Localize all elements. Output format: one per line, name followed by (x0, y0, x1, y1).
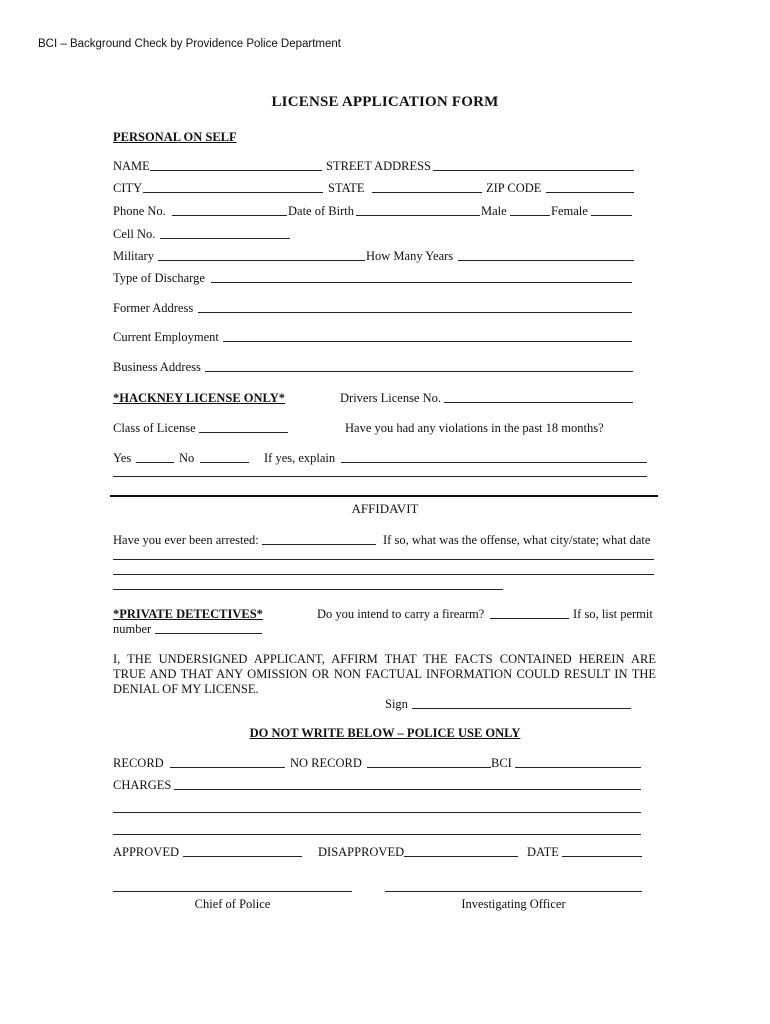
former-address-label: Former Address (113, 301, 194, 315)
approved-field[interactable] (183, 856, 302, 857)
record-field[interactable] (170, 767, 285, 768)
yes-label: Yes (113, 451, 132, 465)
date-field[interactable] (562, 856, 642, 857)
officer-signature-field[interactable] (385, 891, 642, 892)
record-label: RECORD (113, 756, 164, 770)
bci-field[interactable] (515, 767, 641, 768)
affirmation-line-2: TRUE AND THAT ANY OMISSION OR NON FACTUAL INFORMATION COULD RESULT IN THE (113, 667, 656, 681)
firearm-field[interactable] (490, 618, 569, 619)
military-field[interactable] (158, 260, 365, 261)
male-label: Male (481, 204, 507, 218)
how-many-years-field[interactable] (458, 260, 634, 261)
dob-field[interactable] (356, 215, 480, 216)
police-use-title: DO NOT WRITE BELOW – POLICE USE ONLY (249, 726, 521, 740)
phone-label: Phone No. (113, 204, 166, 218)
violations-question: Have you had any violations in the past 18 months? (345, 421, 604, 435)
arrested-question: Have you ever been arrested: (113, 533, 259, 547)
type-of-discharge-field[interactable] (211, 282, 632, 283)
former-address-field[interactable] (198, 312, 632, 313)
business-address-label: Business Address (113, 360, 201, 374)
disapproved-label: DISAPPROVED (318, 845, 405, 859)
affirmation-line-1: I, THE UNDERSIGNED APPLICANT, AFFIRM THAT THE FACTS CONTAINED HEREIN ARE (113, 652, 656, 666)
dob-label: Date of Birth (288, 204, 354, 218)
offense-prompt: If so, what was the offense, what city/state; what date (383, 533, 651, 547)
current-employment-field[interactable] (223, 341, 632, 342)
offense-field-line-3[interactable] (113, 589, 503, 590)
explain-field-line-2[interactable] (113, 476, 647, 477)
zip-code-field[interactable] (546, 192, 634, 193)
female-label: Female (551, 204, 588, 218)
if-yes-explain-label: If yes, explain (264, 451, 336, 465)
signature-field[interactable] (412, 708, 631, 709)
street-address-field[interactable] (433, 170, 634, 171)
page-header: BCI – Background Check by Providence Police Department (38, 38, 341, 50)
drivers-license-field[interactable] (444, 402, 633, 403)
explain-field[interactable] (341, 462, 647, 463)
no-record-label: NO RECORD (290, 756, 362, 770)
bci-label: BCI (491, 756, 512, 770)
charges-field-line-3[interactable] (113, 834, 641, 835)
class-of-license-field[interactable] (199, 432, 288, 433)
affidavit-title: AFFIDAVIT (351, 501, 419, 516)
no-field[interactable] (200, 462, 249, 463)
phone-field[interactable] (172, 215, 287, 216)
yes-field[interactable] (136, 462, 174, 463)
personal-section-title: PERSONAL ON SELF (113, 130, 237, 144)
city-field[interactable] (143, 192, 323, 193)
male-field[interactable] (510, 215, 550, 216)
date-label: DATE (527, 845, 559, 859)
state-label: STATE (328, 181, 365, 195)
permit-number-label: number (113, 622, 152, 636)
female-field[interactable] (591, 215, 632, 216)
chief-of-police-label: Chief of Police (194, 897, 271, 911)
permit-number-field[interactable] (155, 633, 262, 634)
name-label: NAME (113, 159, 150, 173)
charges-field-line-2[interactable] (113, 812, 641, 813)
cell-field[interactable] (160, 238, 290, 239)
current-employment-label: Current Employment (113, 330, 219, 344)
cell-label: Cell No. (113, 227, 156, 241)
arrested-field[interactable] (262, 544, 376, 545)
charges-label: CHARGES (113, 778, 172, 792)
offense-field-line-2[interactable] (113, 574, 654, 575)
section-divider (110, 495, 658, 497)
approved-label: APPROVED (113, 845, 179, 859)
investigating-officer-label: Investigating Officer (461, 897, 566, 911)
street-address-label: STREET ADDRESS (326, 159, 431, 173)
chief-signature-field[interactable] (113, 891, 352, 892)
disapproved-field[interactable] (404, 856, 518, 857)
firearm-question: Do you intend to carry a firearm? (317, 607, 485, 621)
private-detectives-title: *PRIVATE DETECTIVES* (113, 607, 263, 621)
hackney-section-title: *HACKNEY LICENSE ONLY* (113, 391, 286, 405)
no-label: No (179, 451, 195, 465)
name-field[interactable] (150, 170, 322, 171)
charges-field[interactable] (174, 789, 641, 790)
class-of-license-label: Class of License (113, 421, 196, 435)
form-title: LICENSE APPLICATION FORM (271, 94, 499, 110)
zip-code-label: ZIP CODE (486, 181, 542, 195)
offense-field-line-1[interactable] (113, 559, 654, 560)
list-permit-label: If so, list permit (573, 607, 653, 621)
affirmation-line-3: DENIAL OF MY LICENSE. (113, 682, 259, 696)
sign-label: Sign (385, 697, 408, 711)
state-field[interactable] (372, 192, 482, 193)
business-address-field[interactable] (205, 371, 633, 372)
military-label: Military (113, 249, 154, 263)
city-label: CITY (113, 181, 143, 195)
type-of-discharge-label: Type of Discharge (113, 271, 205, 285)
how-many-years-label: How Many Years (366, 249, 454, 263)
drivers-license-label: Drivers License No. (340, 391, 442, 405)
no-record-field[interactable] (367, 767, 491, 768)
